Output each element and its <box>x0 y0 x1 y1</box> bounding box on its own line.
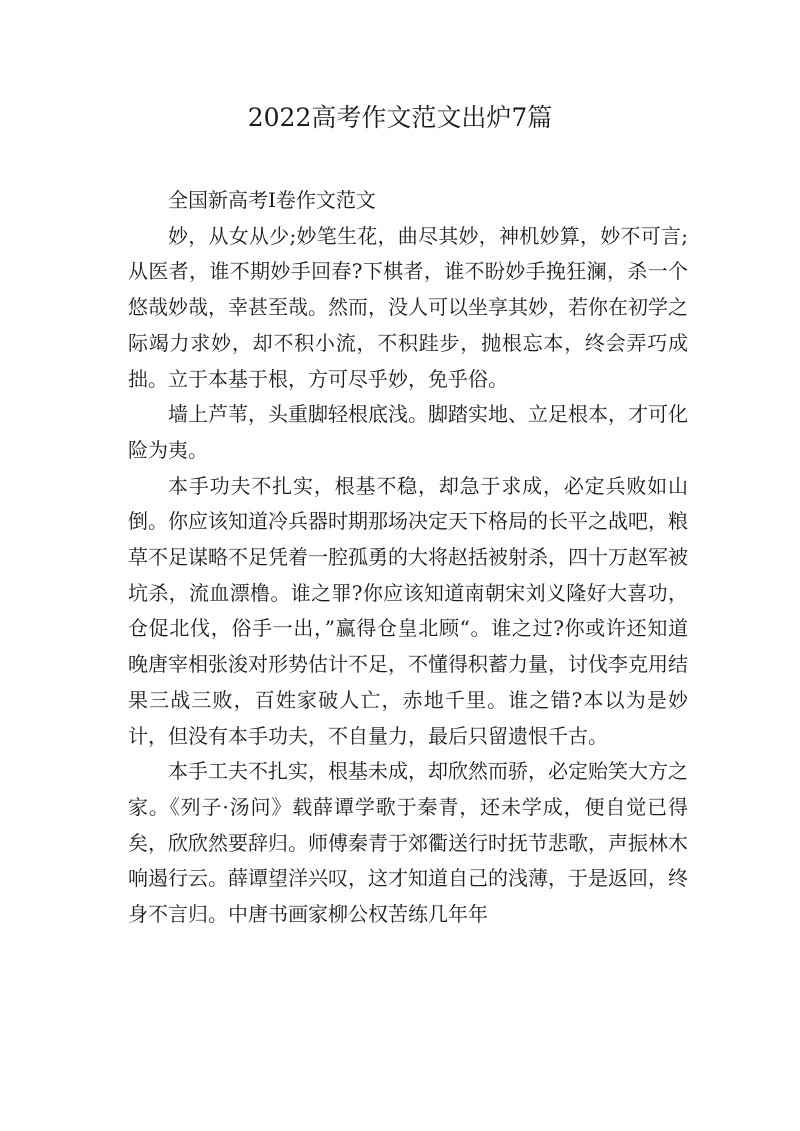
section-heading: 全国新高考Ⅰ卷作文范文 <box>168 188 376 212</box>
paragraph: 本手功夫不扎实，根基不稳，却急于求成，必定兵败如山倒。你应该知道冷兵器时期那场决定天下格局的长平之战吧，粮草不足谋略不足凭着一腔孤勇的大将赵括被射杀，四十万赵军被坑杀，流血漂橹。谁之罪?你应该知道南朝宋刘义隆好大喜功，仓促北伐，俗手一出，”赢得仓皇北顾“。谁之过?你或许还知道晚唐宰相张浚对形势估计不足，不懂得积蓄力量，讨伐李克用结果三战三败，百姓家破人亡，赤地千里。谁之错?本以为是妙计，但没有本手功夫，不自量力，最后只留遗恨千古。 <box>128 473 688 748</box>
paragraph: 妙，从女从少;妙笔生花，曲尽其妙，神机妙算，妙不可言;从医者，谁不期妙手回春?下棋者，谁不盼妙手挽狂澜，杀一个悠哉妙哉，幸甚至哉。然而，没人可以坐享其妙，若你在初学之际竭力求妙，却不积小流，不积跬步，抛根忘本，终会弄巧成拙。立于本基于根，方可尽乎妙，免乎俗。 <box>128 223 688 391</box>
document-body <box>128 183 688 933</box>
paragraph: 本手工夫不扎实，根基未成，却欣然而骄，必定贻笑大方之家。《列子·汤问》载薛谭学歌于秦青，还未学成，便自觉已得矣，欣欣然要辞归。师傅秦青于郊衢送行时抚节悲歌，声振林木响遏行云。薛谭望洋兴叹，这才知道自己的浅薄，于是返回，终身不言归。中唐书画家柳公权苦练几年年 <box>128 759 688 927</box>
paragraph: 墙上芦苇，头重脚轻根底浅。脚踏实地、立足根本，才可化险为夷。 <box>128 402 688 462</box>
document-title: 2022高考作文范文出炉7篇 <box>247 103 553 132</box>
